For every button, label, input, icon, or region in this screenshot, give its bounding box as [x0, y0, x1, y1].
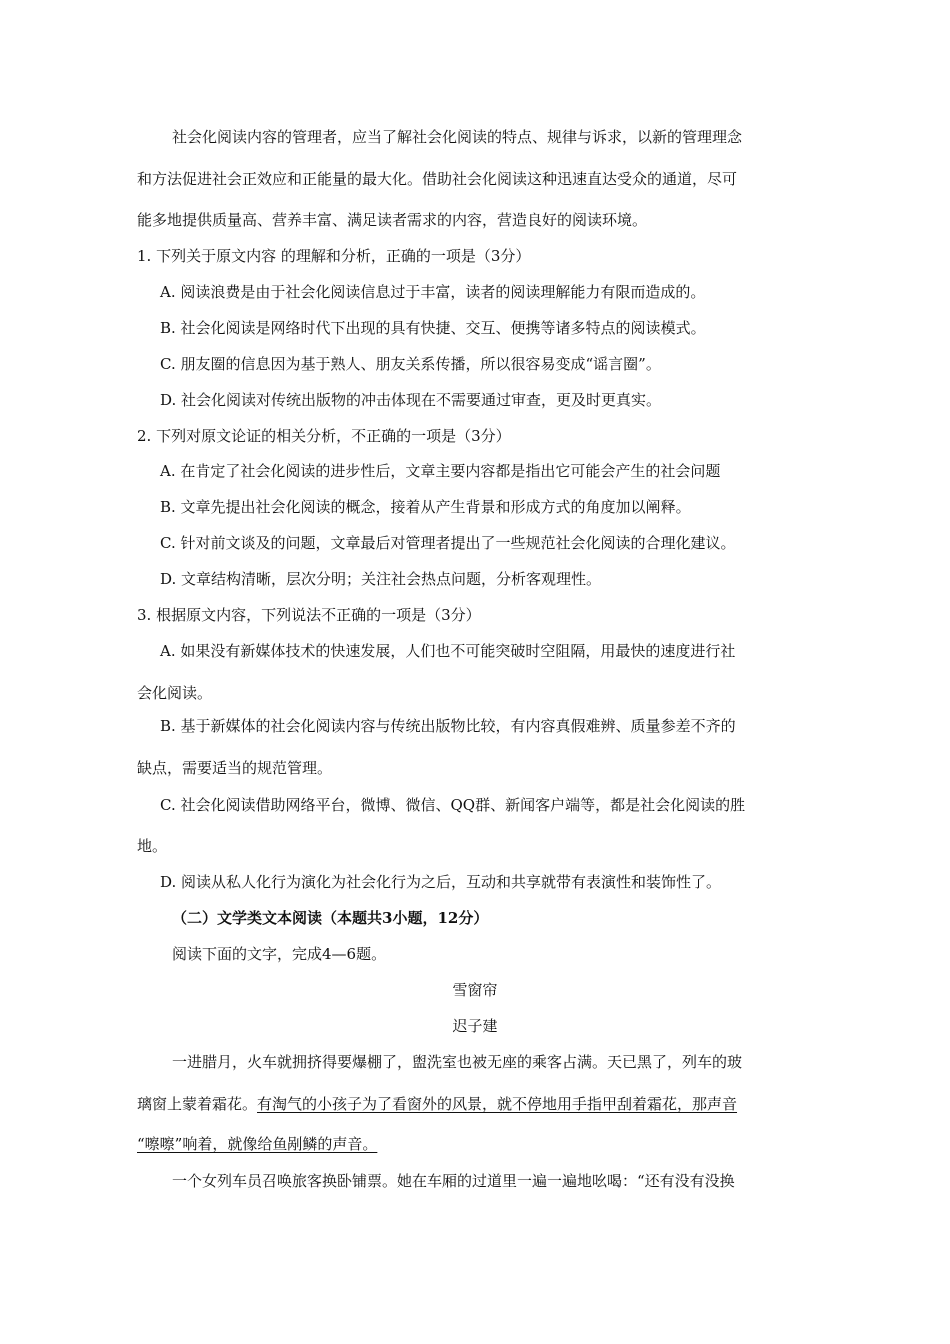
question-1-option-c: C. 朋友圈的信息因为基于熟人、朋友关系传播，所以很容易变成“谣言圈”。 — [160, 355, 661, 373]
question-3-option-a-line-2: 会化阅读。 — [137, 684, 213, 702]
story-paragraph-2-line-1: 一个女列车员召唤旅客换卧铺票。她在车厢的过道里一遍一遍地吆喝：“还有没有没换 — [172, 1172, 735, 1190]
story-author: 迟子建 — [452, 1017, 498, 1035]
underlined-sentence-part-2: “嚓嚓”响着，就像给鱼剐鳞的声音。 — [137, 1135, 378, 1153]
question-3-option-c-line-1: C. 社会化阅读借助网络平台，微博、微信、QQ群、新闻客户端等，都是社会化阅读的胜 — [160, 796, 746, 814]
question-1-stem: 1. 下列关于原文内容 的理解和分析，正确的一项是（3分） — [137, 247, 531, 265]
question-2-stem: 2. 下列对原文论证的相关分析，不正确的一项是（3分） — [137, 427, 511, 445]
section-instruction: 阅读下面的文字，完成4—6题。 — [172, 945, 387, 963]
question-3-option-d: D. 阅读从私人化行为演化为社会化行为之后，互动和共享就带有表演性和装饰性了。 — [160, 873, 722, 891]
question-1-option-b: B. 社会化阅读是网络时代下出现的具有快捷、交互、便携等诸多特点的阅读模式。 — [160, 319, 706, 337]
question-2-option-c: C. 针对前文谈及的问题，文章最后对管理者提出了一些规范社会化阅读的合理化建议。 — [160, 534, 736, 552]
question-3-option-b-line-1: B. 基于新媒体的社会化阅读内容与传统出版物比较，有内容真假难辨、质量参差不齐的 — [160, 717, 736, 735]
story-text-plain: 璃窗上蒙着霜花。 — [137, 1095, 258, 1113]
question-1-option-d: D. 社会化阅读对传统出版物的冲击体现在不需要通过审查，更及时更真实。 — [160, 391, 662, 409]
intro-line-1: 社会化阅读内容的管理者，应当了解社会化阅读的特点、规律与诉求，以新的管理理念 — [172, 128, 743, 146]
story-paragraph-1-line-2 — [137, 1094, 737, 1114]
section-heading: （二）文学类文本阅读（本题共3小题，12分） — [172, 909, 489, 927]
question-3-stem: 3. 根据原文内容，下列说法不正确的一项是（3分） — [137, 606, 481, 624]
underlined-sentence-part-1: 有淘气的小孩子为了看窗外的风景，就不停地用手指甲刮着霜花，那声音 — [257, 1095, 738, 1113]
question-1-option-a: A. 阅读浪费是由于社会化阅读信息过于丰富，读者的阅读理解能力有限而造成的。 — [160, 283, 706, 301]
story-title: 雪窗帘 — [452, 981, 498, 999]
intro-line-3: 能多地提供质量高、营养丰富、满足读者需求的内容，营造良好的阅读环境。 — [137, 211, 648, 229]
question-2-option-b: B. 文章先提出社会化阅读的概念，接着从产生背景和形成方式的角度加以阐释。 — [160, 498, 691, 516]
intro-line-2: 和方法促进社会正效应和正能量的最大化。借助社会化阅读这种迅速直达受众的通道，尽可 — [137, 170, 738, 188]
question-2-option-d: D. 文章结构清晰，层次分明；关注社会热点问题，分析客观理性。 — [160, 570, 602, 588]
question-3-option-b-line-2: 缺点，需要适当的规范管理。 — [137, 759, 333, 777]
question-2-option-a: A. 在肯定了社会化阅读的进步性后，文章主要内容都是指出它可能会产生的社会问题 — [160, 462, 721, 480]
story-paragraph-1-line-1: 一进腊月，火车就拥挤得要爆棚了，盥洗室也被无座的乘客占满。天已黑了，列车的玻 — [172, 1053, 743, 1071]
question-3-option-a-line-1: A. 如果没有新媒体技术的快速发展，人们也不可能突破时空阻隔，用最快的速度进行社 — [160, 642, 736, 660]
question-3-option-c-line-2: 地。 — [137, 837, 168, 855]
